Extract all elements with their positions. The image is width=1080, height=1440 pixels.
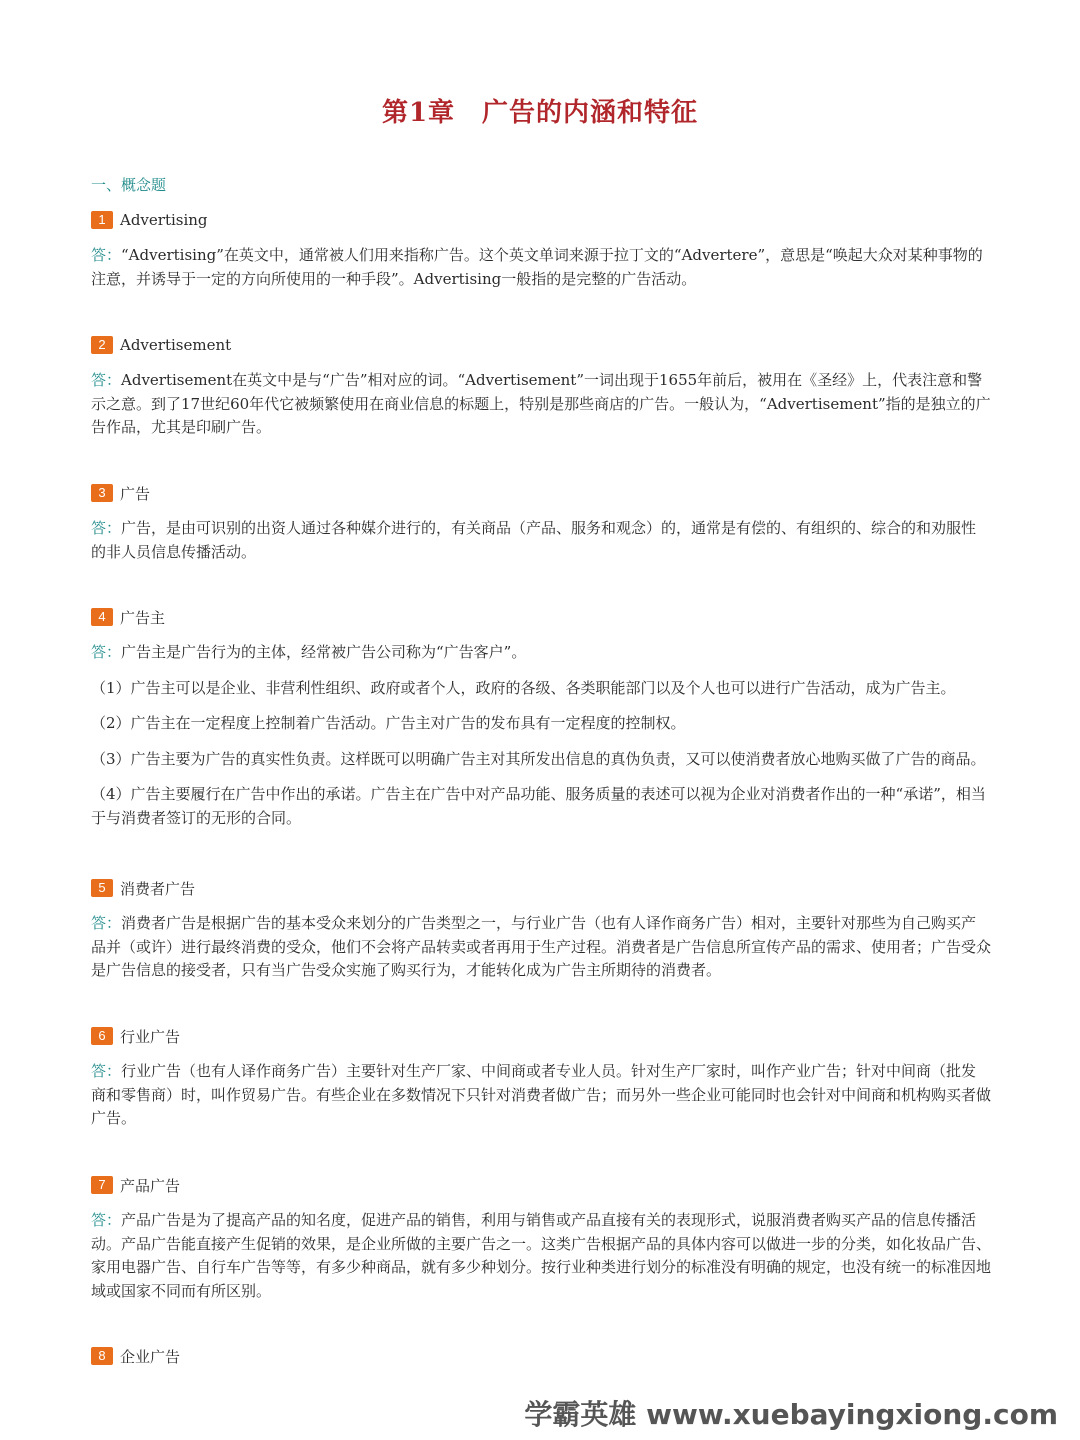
answer-point-2: （2）广告主在一定程度上控制着广告活动。广告主对广告的发布具有一定程度的控制权。 xyxy=(91,714,686,732)
item-header xyxy=(91,483,991,503)
answer-paragraph xyxy=(91,1209,991,1303)
item-term: Advertisement xyxy=(120,336,232,354)
concept-item-2 xyxy=(91,335,991,440)
item-number-badge: 1 xyxy=(91,211,113,229)
item-number-badge: 5 xyxy=(91,879,113,897)
chapter-title: 第1章 广告的内涵和特征 xyxy=(381,98,699,128)
answer-label: 答： xyxy=(91,246,122,264)
answer-label: 答： xyxy=(91,643,122,661)
answer-paragraph xyxy=(91,244,991,291)
answer-text: 产品广告是为了提高产品的知名度，促进产品的销售，利用与销售或产品直接有关的表现形式，说服消费者购买产品的信息传播活动。产品广告能直接产生促销的效果，是企业所做的主要广告之一。这类广告根据产品的具体内容可以做进一步的分类，如化妆品广告、家用电器广告、自行车广告等等，有多少种商品，就有多少种划分。按行业种类进行划分的标准没有明确的规定，也没有统一的标准因地域或国家不同而有所区别。 xyxy=(91,1211,992,1300)
item-header xyxy=(91,1346,991,1366)
item-header xyxy=(91,210,991,230)
concept-item-6 xyxy=(91,1026,991,1131)
concept-item-5 xyxy=(91,878,991,983)
item-header xyxy=(91,607,991,627)
answer-paragraph xyxy=(91,912,991,983)
answer-text: 行业广告（也有人译作商务广告）主要针对生产厂家、中间商或者专业人员。针对生产厂家时，叫作产业广告；针对中间商（批发商和零售商）时，叫作贸易广告。有些企业在多数情况下只针对消费者做广告；而另外一些企业可能同时也会针对中间商和机构购买者做广告。 xyxy=(91,1062,992,1127)
concept-item-3 xyxy=(91,483,991,564)
item-number-badge: 7 xyxy=(91,1176,113,1194)
item-header xyxy=(91,1026,991,1046)
answer-point-1: （1）广告主可以是企业、非营利性组织、政府或者个人，政府的各级、各类职能部门以及个人也可以进行广告活动，成为广告主。 xyxy=(91,678,956,697)
answer-label: 答： xyxy=(91,1062,122,1080)
section-heading: 一、概念题 xyxy=(91,176,167,194)
answer-point-3: （3）广告主要为广告的真实性负责。这样既可以明确广告主对其所发出信息的真伪负责，又可以使消费者放心地购买做了广告的商品。 xyxy=(91,749,986,768)
item-term: 广告主 xyxy=(120,608,166,627)
item-term: 广告 xyxy=(120,484,151,503)
concept-item-8 xyxy=(91,1346,991,1366)
item-term: 产品广告 xyxy=(120,1176,181,1195)
item-header xyxy=(91,1175,991,1195)
site-watermark: 学霸英雄 www.xuebayingxiong.com xyxy=(524,1398,1058,1431)
answer-text: Advertisement在英文中是与“广告”相对应的词。“Advertisement”一词出现于1655年前后，被用在《圣经》上，代表注意和警示之意。到了17世纪60年代它被频繁使用在商业信息的标题上，特别是那些商店的广告。一般认为，“Advertisement”指的是独立的广告作品，尤其是印刷广告。 xyxy=(91,371,991,436)
concept-item-1 xyxy=(91,210,991,291)
answer-point-4: （4）广告主要履行在广告中作出的承诺。广告主在广告中对产品功能、服务质量的表述可以视为企业对消费者作出的一种“承诺”，相当于与消费者签订的无形的合同。 xyxy=(91,785,986,827)
concept-item-4 xyxy=(91,607,991,830)
item-number-badge: 3 xyxy=(91,484,113,502)
item-term: 消费者广告 xyxy=(120,879,196,898)
answer-paragraph xyxy=(91,517,991,564)
item-number-badge: 4 xyxy=(91,608,113,626)
item-header xyxy=(91,335,991,355)
answer-paragraph xyxy=(91,641,991,665)
answer-label: 答： xyxy=(91,914,122,932)
answer-text: 消费者广告是根据广告的基本受众来划分的广告类型之一，与行业广告（也有人译作商务广告）相对，主要针对那些为自己购买产品并（或许）进行最终消费的受众，他们不会将产品转卖或者再用于生产过程。消费者是广告信息所宣传产品的需求、使用者；广告受众是广告信息的接受者，只有当广告受众实施了购买行为，才能转化成为广告主所期待的消费者。 xyxy=(91,914,992,979)
concept-item-7 xyxy=(91,1175,991,1303)
answer-text: 广告主是广告行为的主体，经常被广告公司称为“广告客户”。 xyxy=(121,643,527,661)
answer-paragraph xyxy=(91,1060,991,1131)
answer-text: 广告，是由可识别的出资人通过各种媒介进行的，有关商品（产品、服务和观念）的，通常是有偿的、有组织的、综合的和劝服性的非人员信息传播活动。 xyxy=(91,519,977,561)
answer-text: “Advertising”在英文中，通常被人们用来指称广告。这个英文单词来源于拉丁文的“Advertere”，意思是“唤起大众对某种事物的注意，并诱导于一定的方向所使用的一种手段”。Advertising一般指的是完整的广告活动。 xyxy=(91,246,983,288)
item-term: 行业广告 xyxy=(120,1027,181,1046)
answer-label: 答： xyxy=(91,1211,122,1229)
item-term: Advertising xyxy=(120,211,208,229)
item-number-badge: 8 xyxy=(91,1347,113,1365)
item-term: 企业广告 xyxy=(120,1347,181,1366)
item-number-badge: 6 xyxy=(91,1027,113,1045)
item-number-badge: 2 xyxy=(91,336,113,354)
answer-paragraph xyxy=(91,369,991,440)
answer-label: 答： xyxy=(91,371,122,389)
item-header xyxy=(91,878,991,898)
answer-label: 答： xyxy=(91,519,122,537)
